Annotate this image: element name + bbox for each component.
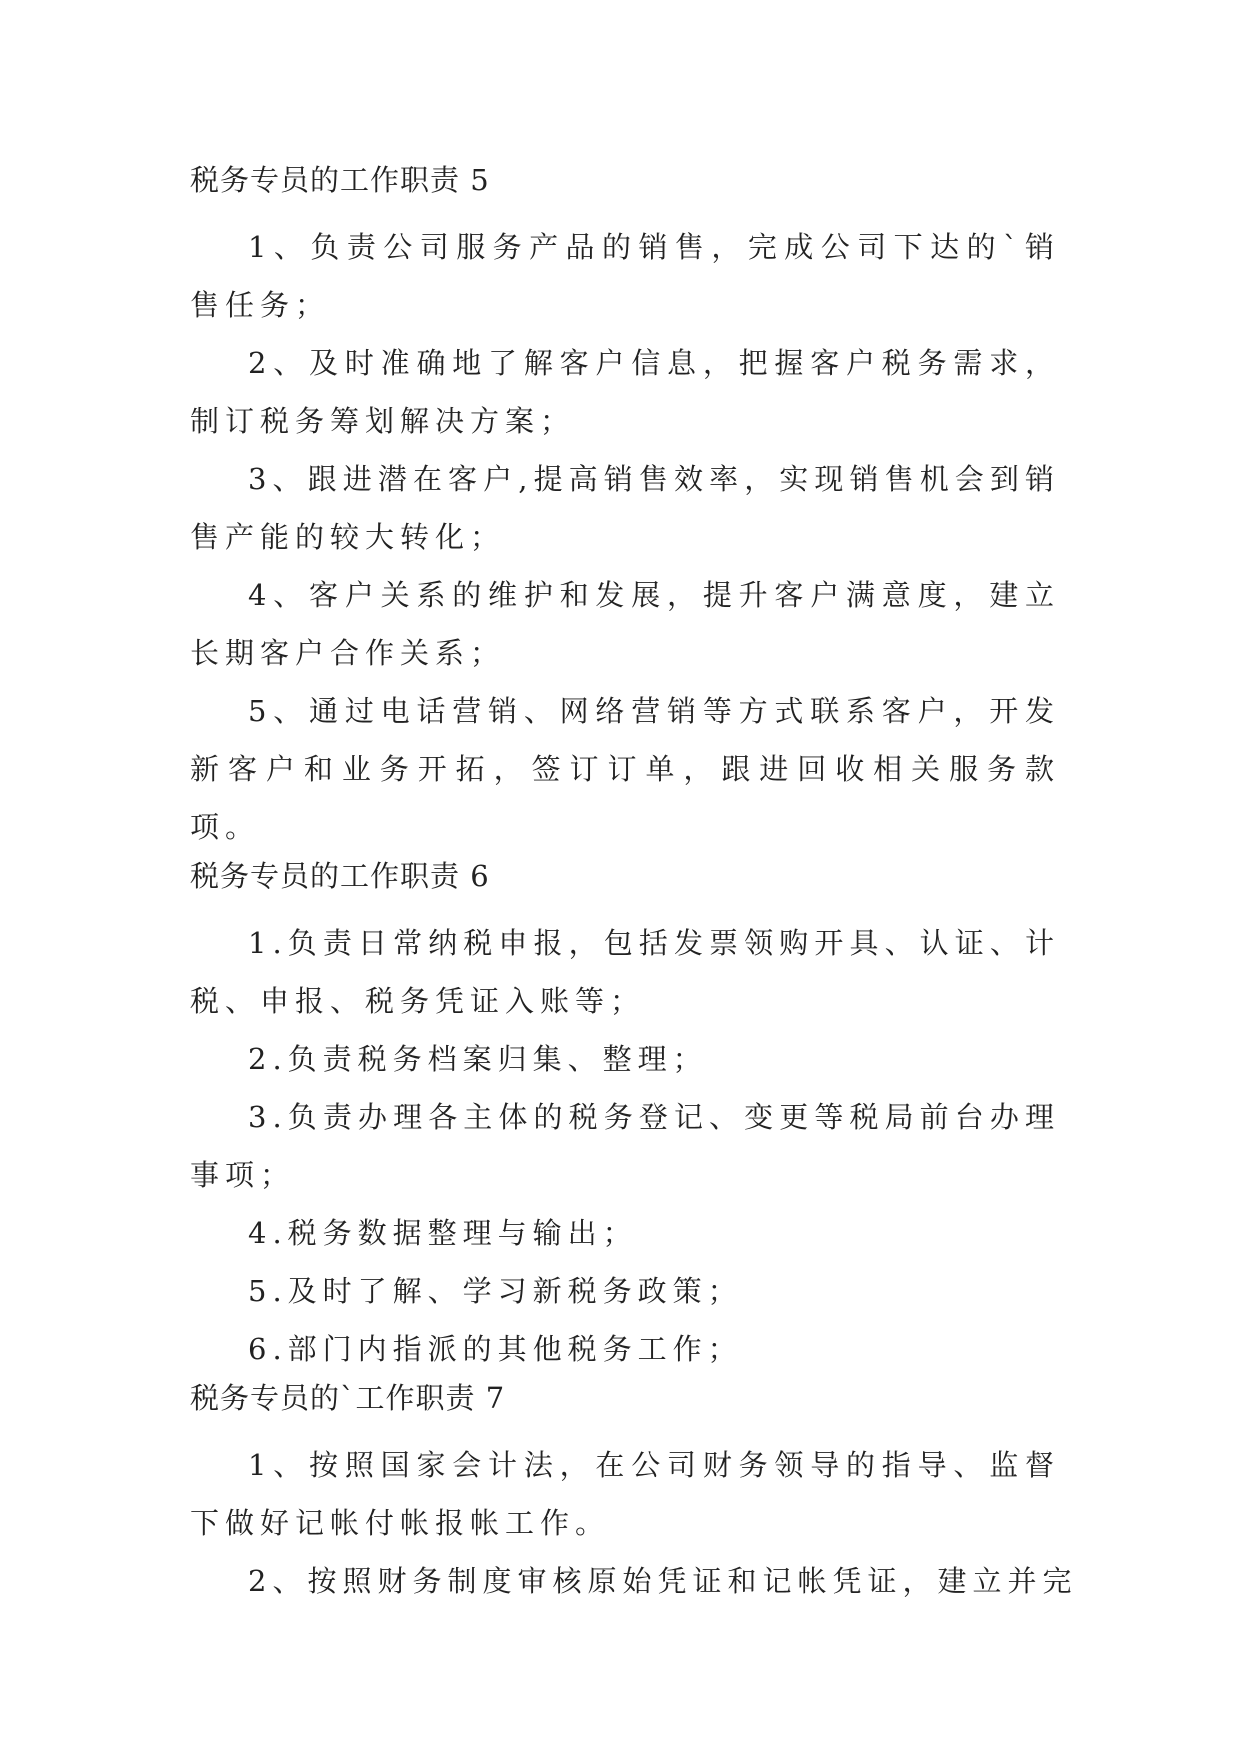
list-item: 1、负责公司服务产品的销售，完成公司下达的`销售任务； xyxy=(190,230,1060,322)
list-item: 4.税务数据整理与输出； xyxy=(248,1216,638,1250)
list-item: 5、通过电话营销、网络营销等方式联系客户，开发新客户和业务开拓，签订订单，跟进回收相关服务款项。 xyxy=(190,694,1060,844)
list-item: 6.部门内指派的其他税务工作； xyxy=(248,1332,743,1366)
section-heading: 税务专员的`工作职责 7 xyxy=(190,1381,506,1415)
list-item: 2、按照财务制度审核原始凭证和记帐凭证，建立并完 xyxy=(248,1564,1078,1598)
section-5 xyxy=(190,160,1060,856)
section-heading: 税务专员的工作职责 5 xyxy=(190,163,490,197)
list-item: 5.及时了解、学习新税务政策； xyxy=(248,1274,743,1308)
section-heading: 税务专员的工作职责 6 xyxy=(190,859,490,893)
section-6 xyxy=(190,856,1060,1378)
list-item: 3.负责办理各主体的税务登记、变更等税局前台办理事项； xyxy=(190,1100,1060,1192)
list-item: 1.负责日常纳税申报，包括发票领购开具、认证、计税、申报、税务凭证入账等； xyxy=(190,926,1060,1018)
list-item: 1、按照国家会计法，在公司财务领导的指导、监督下做好记帐付帐报帐工作。 xyxy=(190,1448,1060,1540)
section-7 xyxy=(190,1378,1078,1610)
list-item: 3、跟进潜在客户,提高销售效率，实现销售机会到销售产能的较大转化； xyxy=(190,462,1060,554)
list-item: 2.负责税务档案归集、整理； xyxy=(248,1042,708,1076)
document-page xyxy=(190,160,1078,1610)
list-item: 4、客户关系的维护和发展，提升客户满意度，建立长期客户合作关系； xyxy=(190,578,1060,670)
list-item: 2、及时准确地了解客户信息，把握客户税务需求，制订税务筹划解决方案； xyxy=(190,346,1060,438)
